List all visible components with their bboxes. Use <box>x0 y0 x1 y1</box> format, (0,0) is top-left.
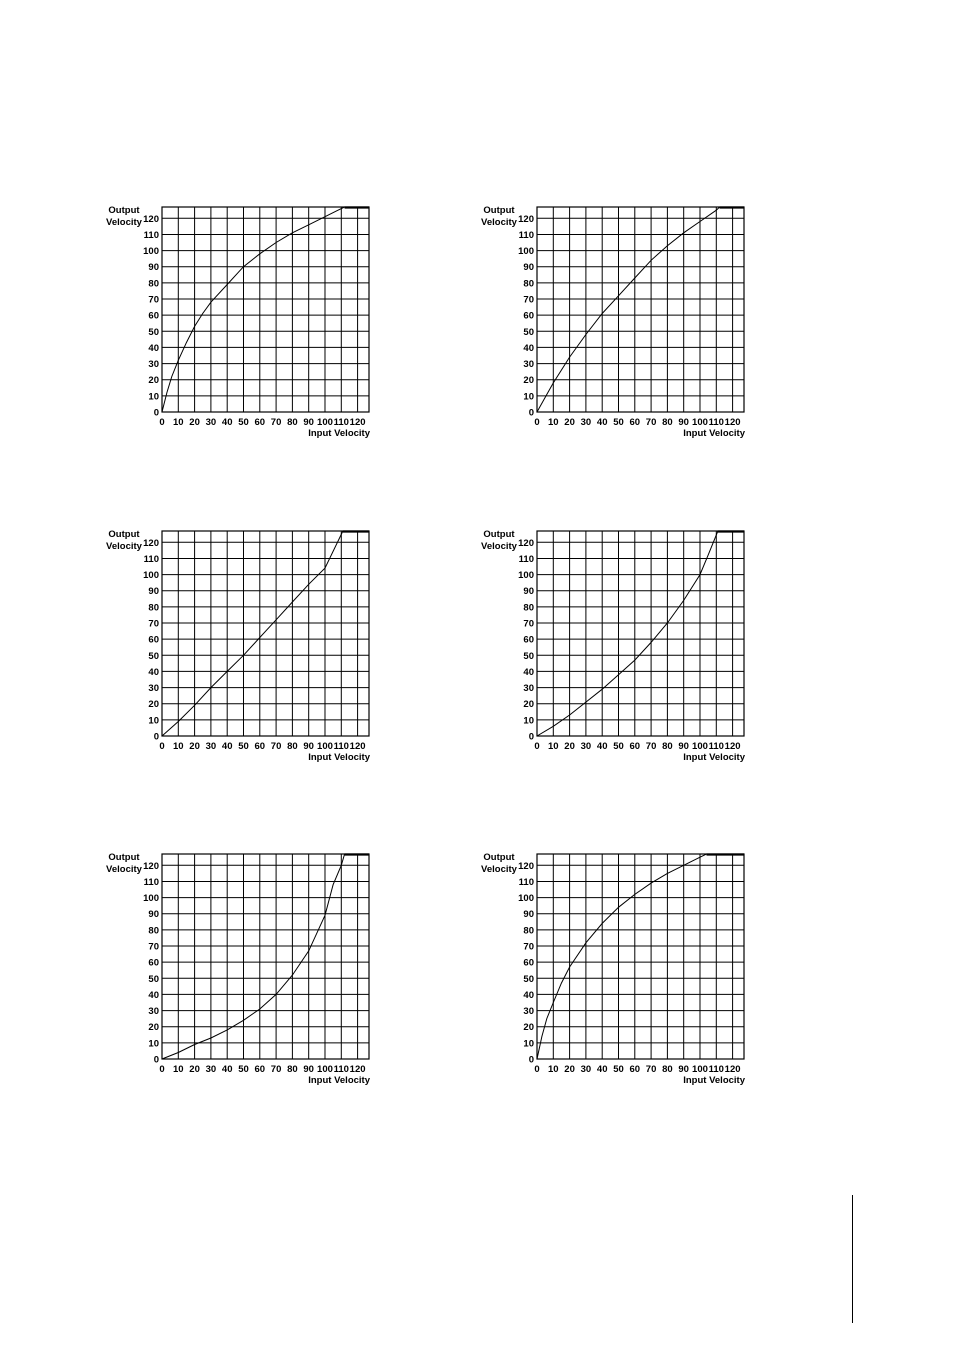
x-tick-label: 50 <box>613 1064 624 1075</box>
x-tick-label: 70 <box>645 1064 657 1075</box>
y-tick-label: 110 <box>143 229 159 241</box>
y-tick-label: 40 <box>148 989 159 1001</box>
y-tick-label: 10 <box>148 1038 159 1050</box>
x-tick-label: 100 <box>317 417 333 428</box>
y-tick-label: 90 <box>148 909 159 921</box>
y-tick-label: 70 <box>523 618 534 630</box>
y-tick-label: 0 <box>528 407 534 419</box>
x-tick-label: 40 <box>596 1064 608 1075</box>
plot-frame <box>162 531 369 736</box>
x-tick-label: 80 <box>662 417 673 428</box>
x-tick-label: 120 <box>349 1064 366 1075</box>
y-tick-label: 50 <box>523 973 534 985</box>
y-tick-label: 120 <box>518 537 534 549</box>
y-tick-label: 100 <box>143 893 159 905</box>
y-tick-label: 120 <box>143 213 159 225</box>
x-tick-label: 90 <box>303 741 314 752</box>
plot-frame <box>162 207 369 412</box>
x-tick-label: 20 <box>189 417 200 428</box>
x-axis-label: Input Velocity <box>308 428 370 439</box>
x-axis-label: Input Velocity <box>683 428 745 439</box>
y-tick-label: 30 <box>523 1006 534 1018</box>
velocity-curve-chart-2 <box>465 195 755 445</box>
x-tick-label: 80 <box>287 741 298 752</box>
y-tick-label: 0 <box>528 1054 534 1066</box>
y-tick-label: 120 <box>143 537 159 549</box>
y-tick-label: 120 <box>143 860 159 872</box>
y-tick-label: 50 <box>148 973 159 985</box>
y-tick-label: 90 <box>148 586 159 598</box>
y-tick-label: 80 <box>523 602 534 614</box>
chart-svg <box>465 195 755 445</box>
y-tick-label: 120 <box>518 213 534 225</box>
y-tick-label: 40 <box>523 342 534 354</box>
grid <box>162 854 369 1059</box>
velocity-curve-chart-1 <box>90 195 380 445</box>
x-tick-label: 40 <box>596 417 608 428</box>
x-tick-label: 90 <box>678 1064 689 1075</box>
velocity-curve-line <box>537 531 744 736</box>
y-tick-label: 50 <box>148 650 159 662</box>
y-tick-label: 70 <box>523 941 534 953</box>
y-tick-label: 110 <box>518 229 534 241</box>
x-tick-label: 120 <box>349 417 366 428</box>
velocity-curve-chart-3 <box>90 519 380 769</box>
y-tick-label: 70 <box>523 294 534 306</box>
x-tick-label: 0 <box>159 741 165 752</box>
y-tick-label: 50 <box>523 326 534 338</box>
x-tick-label: 90 <box>678 417 689 428</box>
x-tick-label: 10 <box>548 1064 559 1075</box>
velocity-curve-chart-5 <box>90 842 380 1092</box>
y-tick-label: 10 <box>148 715 159 727</box>
grid <box>537 531 744 736</box>
x-tick-label: 10 <box>548 417 559 428</box>
x-tick-label: 110 <box>708 741 724 752</box>
x-axis-label: Input Velocity <box>683 752 745 763</box>
x-tick-label: 90 <box>303 1064 314 1075</box>
y-axis-label: Output Velocity <box>481 205 517 228</box>
y-tick-label: 20 <box>148 699 159 711</box>
y-tick-label: 90 <box>148 262 159 274</box>
y-tick-label: 0 <box>153 407 159 419</box>
x-tick-label: 100 <box>317 741 333 752</box>
y-axis-label: Output Velocity <box>106 852 142 875</box>
x-tick-label: 120 <box>724 741 741 752</box>
y-tick-label: 30 <box>148 359 159 371</box>
x-tick-label: 110 <box>333 417 349 428</box>
x-tick-label: 80 <box>287 1064 298 1075</box>
y-tick-label: 40 <box>523 666 534 678</box>
chart-svg <box>465 842 755 1092</box>
x-tick-label: 0 <box>159 1064 165 1075</box>
y-tick-label: 30 <box>148 1006 159 1018</box>
y-tick-label: 90 <box>523 909 534 921</box>
velocity-curve-line <box>162 207 369 412</box>
velocity-curve-line <box>162 531 369 736</box>
y-tick-label: 0 <box>153 1054 159 1066</box>
x-tick-label: 50 <box>613 417 624 428</box>
y-tick-label: 60 <box>148 634 159 646</box>
y-tick-label: 40 <box>148 342 159 354</box>
y-tick-label: 100 <box>143 246 159 258</box>
x-tick-label: 80 <box>662 741 673 752</box>
y-tick-label: 30 <box>523 683 534 695</box>
y-tick-label: 20 <box>148 375 159 387</box>
x-tick-label: 40 <box>596 741 608 752</box>
grid <box>537 854 744 1059</box>
y-tick-label: 30 <box>148 683 159 695</box>
x-tick-label: 110 <box>333 1064 349 1075</box>
x-tick-label: 30 <box>205 1064 217 1075</box>
x-tick-label: 70 <box>270 741 282 752</box>
y-tick-label: 70 <box>148 618 159 630</box>
chart-svg <box>90 842 380 1092</box>
y-tick-label: 70 <box>148 294 159 306</box>
x-tick-label: 80 <box>287 417 298 428</box>
y-tick-label: 100 <box>143 570 159 582</box>
x-tick-label: 60 <box>629 741 641 752</box>
x-tick-label: 10 <box>548 741 559 752</box>
x-tick-label: 60 <box>254 417 266 428</box>
chart-svg <box>465 519 755 769</box>
x-tick-label: 60 <box>629 1064 641 1075</box>
plot-frame <box>537 207 744 412</box>
x-tick-label: 60 <box>254 1064 266 1075</box>
x-tick-label: 110 <box>333 741 349 752</box>
x-tick-label: 100 <box>692 417 708 428</box>
x-tick-label: 10 <box>173 1064 184 1075</box>
x-tick-label: 110 <box>708 1064 724 1075</box>
grid <box>537 207 744 412</box>
x-tick-label: 40 <box>221 741 233 752</box>
x-tick-label: 20 <box>189 1064 200 1075</box>
x-tick-label: 100 <box>692 741 708 752</box>
velocity-curve-line <box>537 854 744 1059</box>
y-tick-label: 50 <box>148 326 159 338</box>
y-tick-label: 0 <box>153 731 159 743</box>
y-tick-label: 50 <box>523 650 534 662</box>
grid <box>162 207 369 412</box>
x-tick-label: 80 <box>662 1064 673 1075</box>
x-tick-label: 50 <box>238 741 249 752</box>
y-tick-label: 40 <box>148 666 159 678</box>
x-axis-label: Input Velocity <box>308 752 370 763</box>
x-tick-label: 20 <box>564 417 575 428</box>
x-tick-label: 50 <box>613 741 624 752</box>
y-tick-label: 20 <box>523 699 534 711</box>
x-tick-label: 30 <box>580 1064 592 1075</box>
x-tick-label: 0 <box>534 741 540 752</box>
page-margin-rule <box>852 1195 853 1323</box>
chart-svg <box>90 195 380 445</box>
y-axis-label: Output Velocity <box>106 529 142 552</box>
x-tick-label: 10 <box>173 741 184 752</box>
x-tick-label: 0 <box>534 1064 540 1075</box>
y-tick-label: 90 <box>523 262 534 274</box>
x-tick-label: 30 <box>205 417 217 428</box>
y-tick-label: 20 <box>148 1022 159 1034</box>
x-axis-label: Input Velocity <box>308 1075 370 1086</box>
x-tick-label: 0 <box>159 417 165 428</box>
x-tick-label: 50 <box>238 417 249 428</box>
y-axis-label: Output Velocity <box>106 205 142 228</box>
y-tick-label: 80 <box>148 278 159 290</box>
x-tick-label: 30 <box>580 741 592 752</box>
x-tick-label: 0 <box>534 417 540 428</box>
x-tick-label: 60 <box>629 417 641 428</box>
plot-frame <box>537 854 744 1059</box>
y-tick-label: 80 <box>523 278 534 290</box>
x-tick-label: 40 <box>221 1064 233 1075</box>
x-tick-label: 100 <box>317 1064 333 1075</box>
velocity-curve-line <box>537 207 744 412</box>
y-tick-label: 60 <box>148 310 159 322</box>
x-tick-label: 10 <box>173 417 184 428</box>
x-tick-label: 110 <box>708 417 724 428</box>
velocity-curve-line <box>162 854 369 1059</box>
plot-frame <box>162 854 369 1059</box>
y-tick-label: 110 <box>143 876 159 888</box>
x-tick-label: 120 <box>724 417 741 428</box>
y-tick-label: 40 <box>523 989 534 1001</box>
y-tick-label: 100 <box>518 246 534 258</box>
grid <box>162 531 369 736</box>
y-tick-label: 60 <box>523 634 534 646</box>
x-tick-label: 30 <box>205 741 217 752</box>
y-tick-label: 80 <box>148 602 159 614</box>
x-tick-label: 50 <box>238 1064 249 1075</box>
x-tick-label: 70 <box>270 1064 282 1075</box>
y-tick-label: 110 <box>518 876 534 888</box>
x-axis-label: Input Velocity <box>683 1075 745 1086</box>
y-tick-label: 100 <box>518 570 534 582</box>
x-tick-label: 70 <box>645 741 657 752</box>
x-tick-label: 30 <box>580 417 592 428</box>
x-tick-label: 90 <box>678 741 689 752</box>
y-tick-label: 30 <box>523 359 534 371</box>
y-tick-label: 10 <box>523 391 534 403</box>
y-tick-label: 60 <box>148 957 159 969</box>
y-tick-label: 80 <box>523 925 534 937</box>
y-tick-label: 0 <box>528 731 534 743</box>
y-tick-label: 70 <box>148 941 159 953</box>
y-tick-label: 10 <box>148 391 159 403</box>
x-tick-label: 90 <box>303 417 314 428</box>
velocity-curve-chart-6 <box>465 842 755 1092</box>
y-axis-label: Output Velocity <box>481 852 517 875</box>
x-tick-label: 120 <box>724 1064 741 1075</box>
y-tick-label: 100 <box>518 893 534 905</box>
y-tick-label: 110 <box>518 553 534 565</box>
y-tick-label: 20 <box>523 1022 534 1034</box>
y-tick-label: 120 <box>518 860 534 872</box>
y-tick-label: 110 <box>143 553 159 565</box>
y-tick-label: 10 <box>523 1038 534 1050</box>
y-axis-label: Output Velocity <box>481 529 517 552</box>
x-tick-label: 40 <box>221 417 233 428</box>
velocity-curve-chart-4 <box>465 519 755 769</box>
x-tick-label: 60 <box>254 741 266 752</box>
y-tick-label: 90 <box>523 586 534 598</box>
y-tick-label: 10 <box>523 715 534 727</box>
y-tick-label: 60 <box>523 310 534 322</box>
x-tick-label: 20 <box>189 741 200 752</box>
x-tick-label: 20 <box>564 1064 575 1075</box>
x-tick-label: 20 <box>564 741 575 752</box>
y-tick-label: 80 <box>148 925 159 937</box>
x-tick-label: 70 <box>270 417 282 428</box>
chart-svg <box>90 519 380 769</box>
y-tick-label: 20 <box>523 375 534 387</box>
x-tick-label: 120 <box>349 741 366 752</box>
plot-frame <box>537 531 744 736</box>
x-tick-label: 70 <box>645 417 657 428</box>
x-tick-label: 100 <box>692 1064 708 1075</box>
y-tick-label: 60 <box>523 957 534 969</box>
